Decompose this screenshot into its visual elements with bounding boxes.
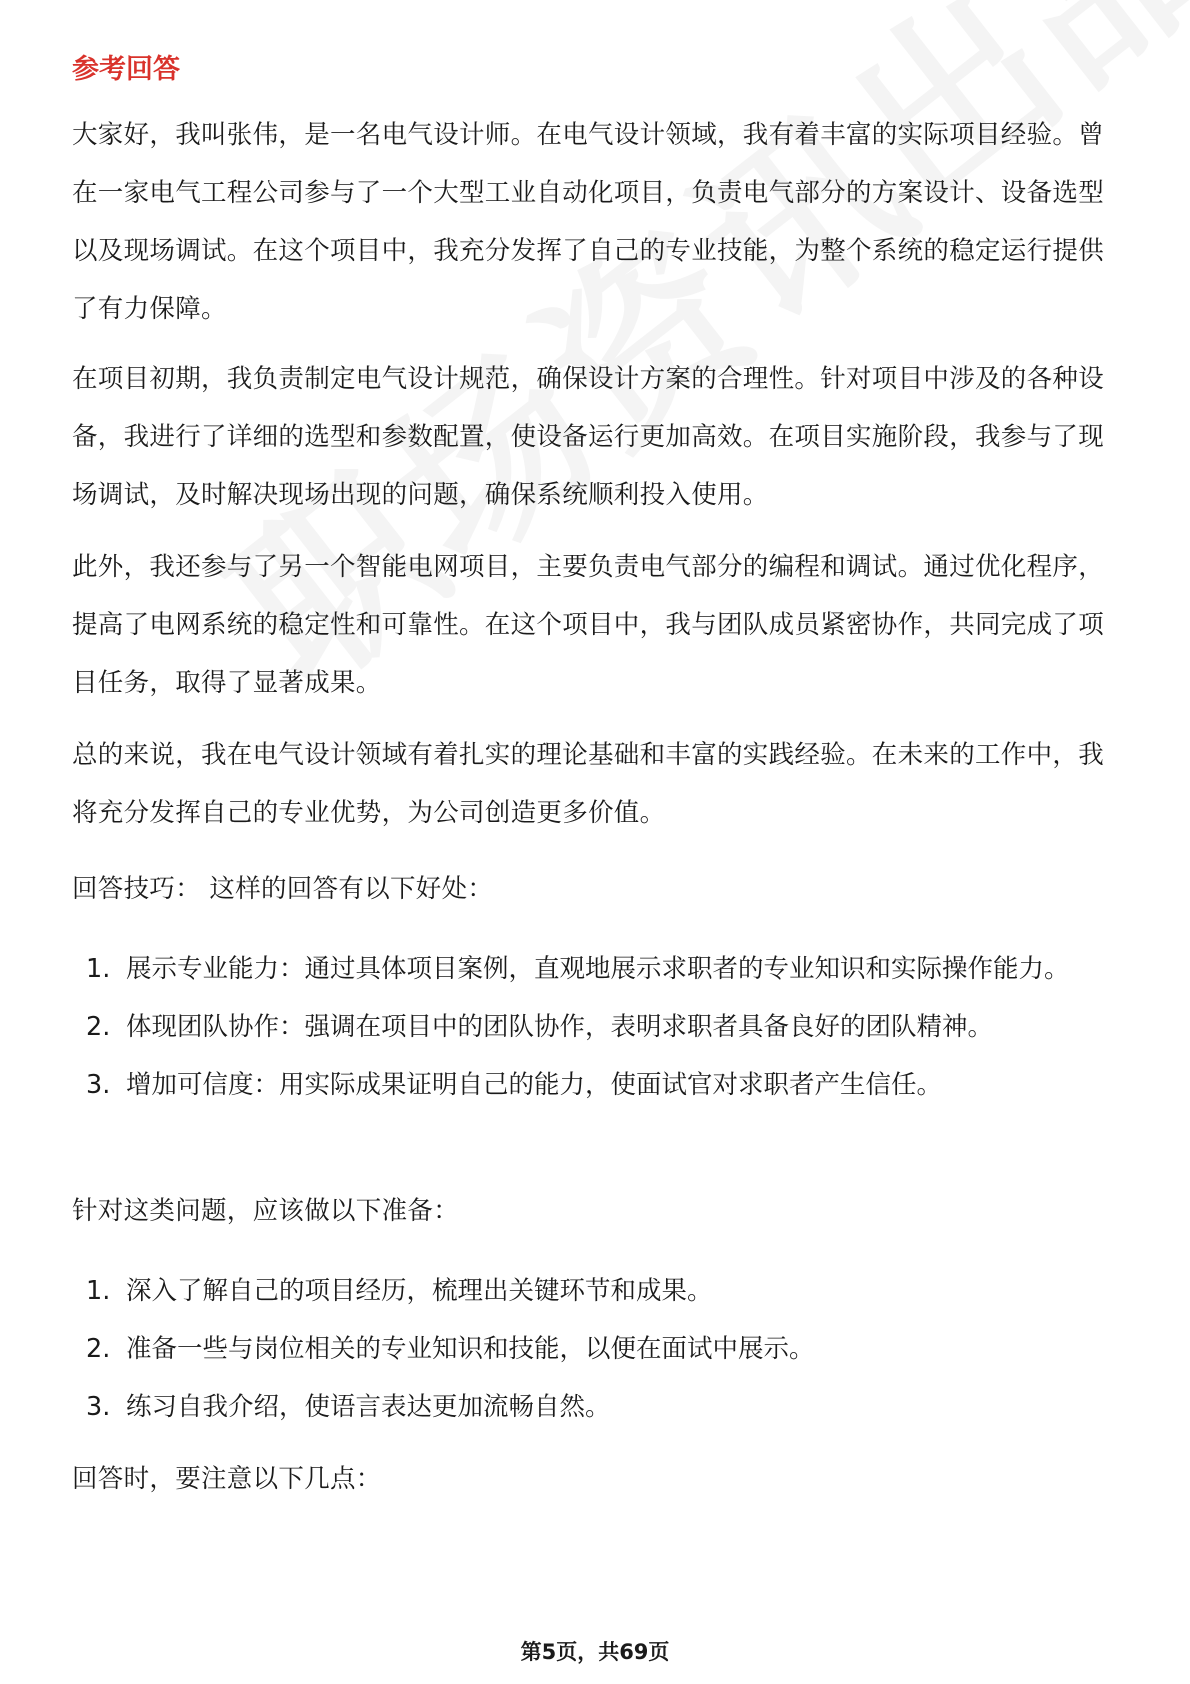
answer-paragraph-2: 在项目初期，我负责制定电气设计规范，确保设计方案的合理性。针对项目中涉及的各种设备，我进行了详细的选型和参数配置，使设备运行更加高效。在项目实施阶段，我参与了现场调试，及时解决现场出现的问题，确保系统顺利投入使用。 — [72, 364, 1105, 510]
list-item-text: 准备一些与岗位相关的专业知识和技能，以便在面试中展示。 — [126, 1334, 815, 1364]
tips-heading: 回答技巧： 这样的回答有以下好处： — [72, 874, 494, 904]
list-item-number: 1. — [86, 1276, 111, 1306]
list-item — [72, 1262, 1120, 1320]
answer-paragraph-1: 大家好，我叫张伟，是一名电气设计师。在电气设计领域，我有着丰富的实际项目经验。曾在一家电气工程公司参与了一个大型工业自动化项目，负责电气部分的方案设计、设备选型以及现场调试。在这个项目中，我充分发挥了自己的专业技能，为整个系统的稳定运行提供了有力保障。 — [72, 120, 1105, 324]
list-item-number: 1. — [86, 954, 111, 984]
page-number: 第5页，共69页 — [520, 1640, 670, 1664]
list-item-text: 体现团队协作：强调在项目中的团队协作，表明求职者具备良好的团队精神。 — [126, 1012, 994, 1042]
list-item-number: 3. — [86, 1070, 111, 1100]
notes-heading: 回答时，要注意以下几点： — [72, 1464, 382, 1494]
list-item — [72, 998, 1120, 1056]
list-item-text: 练习自我介绍，使语言表达更加流畅自然。 — [126, 1392, 611, 1422]
list-item-number: 3. — [86, 1392, 111, 1422]
list-item-text: 深入了解自己的项目经历，梳理出关键环节和成果。 — [126, 1276, 713, 1306]
answer-paragraph-4: 总的来说，我在电气设计领域有着扎实的理论基础和丰富的实践经验。在未来的工作中，我将充分发挥自己的专业优势，为公司创造更多价值。 — [72, 740, 1105, 828]
list-item — [72, 1056, 1120, 1114]
prep-list — [72, 1262, 1120, 1436]
tips-list — [72, 940, 1120, 1114]
list-item — [72, 1378, 1120, 1436]
list-item-text: 增加可信度：用实际成果证明自己的能力，使面试官对求职者产生信任。 — [126, 1070, 943, 1100]
list-item — [72, 940, 1120, 998]
answer-paragraph-3: 此外，我还参与了另一个智能电网项目，主要负责电气部分的编程和调试。通过优化程序，提高了电网系统的稳定性和可靠性。在这个项目中，我与团队成员紧密协作，共同完成了项目任务，取得了显著成果。 — [72, 552, 1105, 698]
section-title: 参考回答 — [72, 54, 180, 85]
list-item-text: 展示专业能力：通过具体项目案例，直观地展示求职者的专业知识和实际操作能力。 — [126, 954, 1070, 984]
list-item-number: 2. — [86, 1012, 111, 1042]
prep-heading: 针对这类问题，应该做以下准备： — [72, 1196, 460, 1226]
list-item-number: 2. — [86, 1334, 111, 1364]
list-item — [72, 1320, 1120, 1378]
